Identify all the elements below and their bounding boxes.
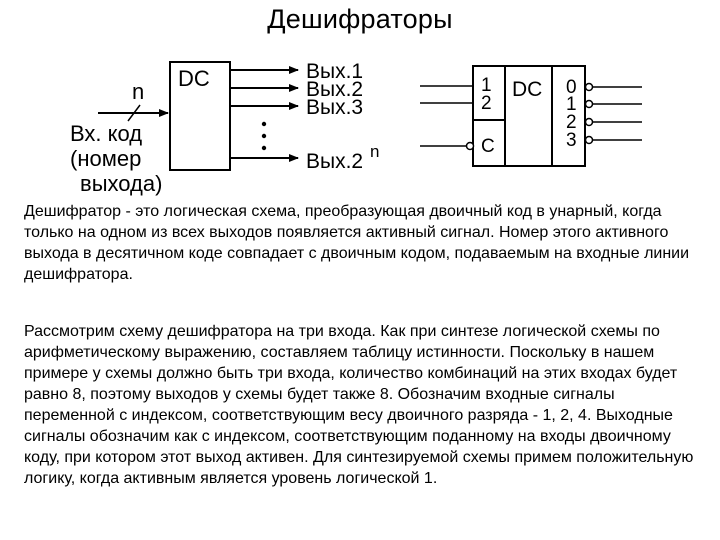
input-number-1: 1 [481,75,492,96]
left-decoder-label: DC [178,66,210,91]
bus-width-label: n [132,79,145,104]
output-number-0: 0 [566,77,577,98]
output-bubble-0 [586,84,593,91]
output-label-3: Вых.3 [306,96,364,119]
input-label-line-1: Вх. код [70,121,143,146]
control-inversion-bubble [467,143,474,150]
explanation-paragraph: Рассмотрим схему дешифратора на три входа. Как при синтезе логической схемы по арифметическому выражению, составляем таблицу истинности. Поскольку в нашем примере у схемы должно быть три входа, количество комбинаций на этих входах будет равно 8, поэтому выходов у схемы будет также 8. Обозначим входные сигналы переменной с индексом, соответствующим весу двоичного разряда - 1, 2, 4. Выходные сигналы обозначим как с индексом, соответствующим поданному на входы двоичному коду, при котором этот выход активен. Для синтезируемой схемы примем положительную логику, когда активным является уровень логической 1. [24,323,694,487]
left-decoder [70,60,379,196]
output-number-1: 1 [566,94,577,115]
output-number-3: 3 [566,130,577,151]
ellipsis-dot [262,122,266,126]
input-number-2: 2 [481,93,492,114]
right-decoder-label: DC [512,78,543,101]
input-label-line-3: выхода) [80,171,163,196]
output-bubble-3 [586,137,593,144]
output-bubble-1 [586,101,593,108]
output-label-2: Вых.2 [306,78,364,101]
output-label-last-sup: n [370,142,380,161]
right-decoder [420,66,642,166]
decoder-diagrams [0,0,720,200]
output-label-1: Вых.1 [306,60,364,83]
input-label-line-2: (номер [70,146,142,171]
control-label: C [481,136,495,157]
definition-paragraph: Дешифратор - это логическая схема, преобразующая двоичный код в унарный, когда только на одном из всех выходов появляется активный сигнал. Номер этого активного выхода в десятичном коде совпадает с двоичным кодом, подаваемым на входные линии дешифратора. [24,203,690,283]
output-number-2: 2 [566,112,577,133]
output-bubble-2 [586,119,593,126]
output-label-last: Вых.2 [306,150,364,173]
page-title: Дешифраторы [267,4,453,34]
ellipsis-dot [262,134,266,138]
ellipsis-dot [262,146,266,150]
